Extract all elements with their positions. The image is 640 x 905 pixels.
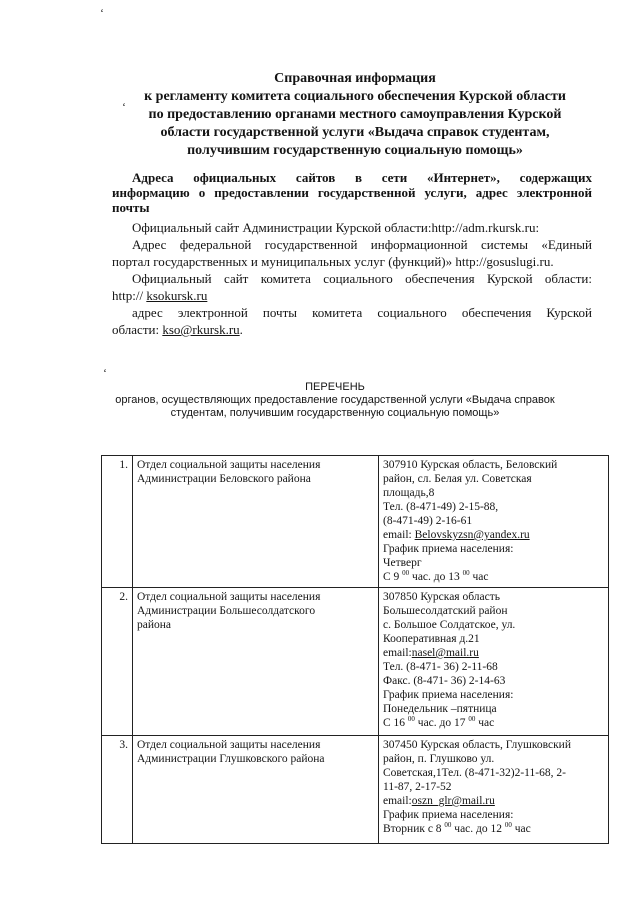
org-name-line: Отдел социальной защиты населения	[137, 591, 321, 603]
org-name-line: Администрации Большесолдатского	[137, 605, 316, 617]
scan-mark: ʻ	[100, 6, 104, 20]
address-line: Советская,1Тел. (8-471-32)2-11-68, 2-	[383, 767, 566, 779]
schedule-label: График приема населения:	[383, 809, 514, 821]
sites-heading-line: информацию о предоставлении государственной услуги, адрес электронной	[112, 185, 592, 200]
email-link[interactable]: oszn_glr@mail.ru	[411, 795, 495, 807]
title-line: Справочная информация	[274, 71, 436, 86]
admin-site-text: Официальный сайт Администрации Курской области:http://adm.rkursk.ru:	[132, 220, 540, 235]
kso-url-prefix: http://	[112, 288, 147, 303]
schedule-label: График приема населения:	[383, 543, 514, 555]
schedule-hours	[383, 570, 604, 584]
hours-from: С 9	[383, 571, 403, 583]
org-name-line: Администрации Беловского района	[137, 473, 311, 485]
list-heading	[80, 381, 590, 420]
address-line: с. Большое Солдатское, ул.	[383, 619, 516, 631]
hours-to: час. до 12	[451, 823, 505, 835]
address-line: 11-87, 2-17-52	[383, 781, 452, 793]
address-line: Тел. (8-471-49) 2-15-88,	[383, 501, 499, 513]
phone-line: Тел. (8-471- 36) 2-11-68	[383, 661, 498, 673]
hours-sup: 00	[462, 569, 470, 578]
address-line: район, п. Глушково ул.	[383, 753, 495, 765]
email-label: email:	[383, 795, 412, 807]
address-line: 307850 Курская область	[383, 591, 500, 603]
email-line	[383, 528, 604, 542]
org-name	[133, 456, 379, 588]
title-line: получившим государственную социальную помощь»	[187, 143, 523, 158]
hours-unit: час	[469, 571, 489, 583]
kso-site-text: Официальный сайт комитета социального обеспечения Курской области:	[132, 271, 592, 286]
fgis-text: Адрес федеральной государственной информационной системы «Единый	[132, 237, 592, 252]
hours-from: С 16	[383, 717, 408, 729]
email-label: email:	[383, 647, 412, 659]
hours-to: час. до 17	[414, 717, 469, 729]
fgis-text: портал государственных и муниципальных услуг (функций)» http://gosuslugi.ru.	[112, 254, 554, 269]
org-name	[133, 736, 379, 844]
sites-list	[112, 219, 592, 338]
email-link[interactable]: nasel@mail.ru	[411, 647, 479, 659]
email-line	[383, 646, 604, 660]
org-contacts	[379, 588, 609, 736]
title-line: области государственной услуги «Выдача справок студентам,	[160, 125, 550, 140]
email-line	[383, 794, 604, 808]
org-name	[133, 588, 379, 736]
address-line: площадь,8	[383, 487, 435, 499]
document-title	[100, 70, 610, 160]
organizations-table	[101, 455, 609, 844]
org-name-line: Отдел социальной защиты населения	[137, 739, 321, 751]
schedule-days: Понедельник –пятница	[383, 703, 497, 715]
org-contacts	[379, 736, 609, 844]
email-text: адрес электронной почты комитета социального обеспечения Курской	[132, 305, 592, 320]
list-heading-line: органов, осуществляющих предоставление государственной услуги «Выдача справок	[115, 394, 555, 406]
org-contacts	[379, 456, 609, 588]
sites-heading-line: Адреса официальных сайтов в сети «Интернет», содержащих	[132, 170, 592, 185]
schedule-days: Четверг	[383, 557, 422, 569]
address-line: 307910 Курская область, Беловский	[383, 459, 558, 471]
row-number: 2.	[102, 588, 133, 736]
title-line: по предоставлению органами местного самоуправления Курской	[148, 107, 562, 122]
email-link[interactable]: kso@rkursk.ru	[162, 322, 240, 337]
sites-heading	[112, 170, 592, 215]
kso-site-url	[112, 287, 592, 304]
hours-unit: час	[475, 717, 495, 729]
hours-sup: 00	[444, 821, 452, 830]
address-line: Кооперативная д.21	[383, 633, 480, 645]
hours-to: час. до 13	[409, 571, 463, 583]
hours-sup: 00	[504, 821, 512, 830]
email-link[interactable]: Belovskyzsn@yandex.ru	[414, 529, 530, 541]
table-row	[102, 456, 609, 588]
schedule-label: График приема населения:	[383, 689, 514, 701]
org-name-line: Администрации Глушковского района	[137, 753, 325, 765]
row-number: 3.	[102, 736, 133, 844]
hours-sup: 00	[468, 715, 476, 724]
org-name-line: района	[137, 619, 172, 631]
email-suffix: .	[239, 322, 243, 337]
org-name-line: Отдел социальной защиты населения	[137, 459, 321, 471]
hours-sup: 00	[407, 715, 415, 724]
address-line: район, сл. Белая ул. Советская	[383, 473, 532, 485]
email-prefix: области:	[112, 322, 163, 337]
email-line	[112, 321, 592, 338]
row-number: 1.	[102, 456, 133, 588]
address-line: 307450 Курская область, Глушковский	[383, 739, 571, 751]
address-line: Большесолдатский район	[383, 605, 508, 617]
hours-unit: час	[511, 823, 531, 835]
table-row	[102, 588, 609, 736]
scan-mark: ʻ	[103, 366, 107, 380]
kso-site-link[interactable]: ksokursk.ru	[146, 288, 208, 303]
hours-sup: 00	[402, 569, 410, 578]
schedule-hours	[383, 822, 604, 836]
table-row	[102, 736, 609, 844]
list-heading-line: ПЕРЕЧЕНЬ	[305, 381, 365, 393]
scan-mark: ʻ	[122, 100, 126, 114]
title-line: к регламенту комитета социального обеспечения Курской области	[144, 89, 566, 104]
hours-from: Вторник с 8	[383, 823, 445, 835]
fax-line: Факс. (8-471- 36) 2-14-63	[383, 675, 506, 687]
address-line: (8-471-49) 2-16-61	[383, 515, 473, 527]
list-heading-line: студентам, получившим государственную социальную помощь»	[170, 407, 500, 419]
email-label: email:	[383, 529, 415, 541]
sites-heading-line: почты	[112, 200, 150, 215]
schedule-hours	[383, 716, 604, 730]
